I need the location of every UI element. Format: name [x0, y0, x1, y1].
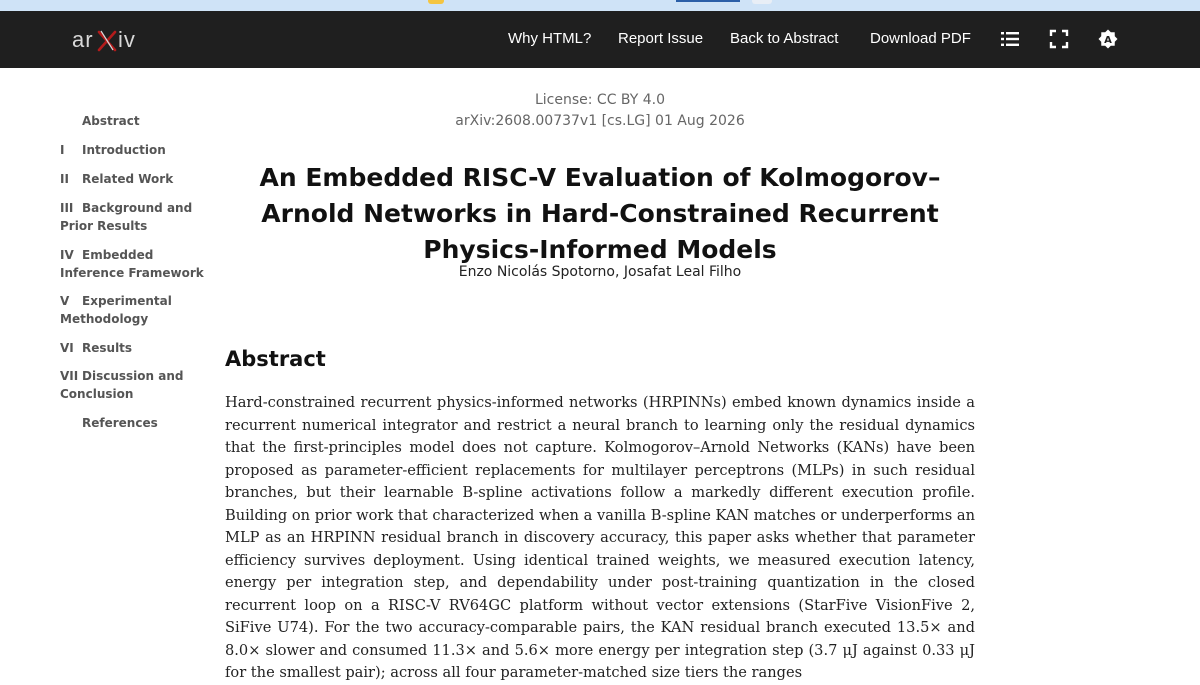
arxiv-logo[interactable]: [72, 26, 144, 54]
toc-item-related-work[interactable]: II Related Work: [60, 170, 210, 188]
report-issue-link[interactable]: Report Issue: [618, 30, 704, 47]
toc-item-label: Background and Prior Results: [60, 201, 193, 233]
toc-item-label: Embedded Inference Framework: [60, 248, 204, 280]
svg-text:A: A: [1104, 35, 1112, 46]
toc-item-discussion[interactable]: VII Discussion and Conclusion: [60, 367, 210, 403]
download-pdf-link[interactable]: Download PDF: [870, 30, 971, 47]
svg-text:iv: iv: [118, 27, 136, 52]
paper-authors: Enzo Nicolás Spotorno, Josafat Leal Filho: [458, 264, 742, 280]
license-text: License: CC BY 4.0: [534, 92, 666, 108]
toc-item-abstract[interactable]: [60, 112, 210, 130]
toc-item-label: Introduction: [82, 143, 166, 157]
toc-item-label: Abstract: [82, 114, 140, 128]
toc-item-embedded-inference[interactable]: IV Embedded Inference Framework: [60, 246, 210, 282]
top-navbar: [0, 11, 1200, 68]
svg-text:ar: ar: [72, 27, 94, 52]
toc-item-label: References: [82, 416, 158, 430]
abstract-heading: Abstract: [225, 347, 326, 371]
why-html-link[interactable]: Why HTML?: [508, 30, 592, 47]
toc-item-label: Discussion and Conclusion: [60, 369, 184, 401]
abstract-text: Hard-constrained recurrent physics-informed networks (HRPINNs) embed known dynamics inside a recurrent numerical integrator and restrict a neural branch to learning only the residual dynamics that the first-principles model does not capture. Kolmogorov–Arnold Networks (KANs) have been proposed as parameter-efficient replacements for multilayer perceptrons (MLPs) in such residual branches, but their learnable B-spline activations follow a markedly different execution profile. Building on prior work that characterized when a vanilla B-spline KAN matches or underperforms an MLP as an HRPINN residual branch in discovery accuracy, this paper asks whether that parameter efficiency survives deployment. Using identical trained weights, we measured execution latency, energy per integration step, and dependability under post-training quantization in the closed recurrent loop on a RISC-V RV64GC platform without vector extensions (StarFive VisionFive 2, SiFive U74). For the two accuracy-comparable pairs, the KAN residual branch executed 13.5× and 8.0× slower and consumed 11.3× and 5.6× more energy per integration step (3.7 μJ against 0.33 μJ for the smallest pair); across all four parameter-matched size tiers the ranges: [225, 394, 975, 681]
list-icon[interactable]: [999, 28, 1021, 50]
toc-item-label: Experimental Methodology: [60, 294, 172, 326]
fullscreen-icon[interactable]: [1048, 28, 1070, 50]
top-banner-strip: [0, 0, 1200, 11]
toc-item-background[interactable]: III Background and Prior Results: [60, 199, 210, 235]
back-to-abstract-link[interactable]: Back to Abstract: [730, 30, 839, 47]
toc-item-introduction[interactable]: I Introduction: [60, 141, 210, 159]
toc-item-label: Results: [82, 341, 133, 355]
theme-toggle-icon[interactable]: [1097, 28, 1119, 50]
arxiv-id: arXiv:2608.00737v1 [cs.LG] 01 Aug 2026: [455, 113, 745, 129]
toc-item-references[interactable]: [60, 414, 210, 432]
toc-item-results[interactable]: VI Results: [60, 339, 210, 357]
toc-item-experimental-methodology[interactable]: V Experimental Methodology: [60, 292, 210, 328]
paper-title: An Embedded RISC-V Evaluation of Kolmogorov–Arnold Networks in Hard-Constrained Recurrent Physics-Informed Models: [259, 163, 941, 264]
toc-item-label: Related Work: [82, 172, 174, 186]
